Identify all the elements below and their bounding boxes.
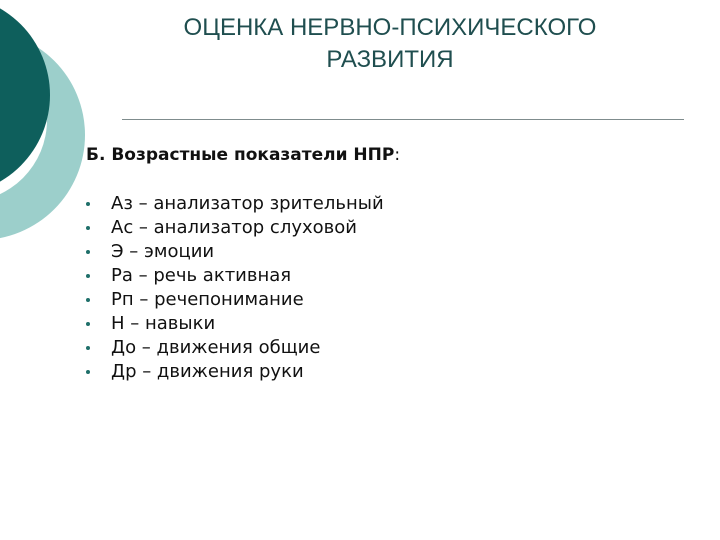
list-item [86,288,384,312]
list-item-text: Аз – анализатор зрительный [111,193,384,214]
slide-title [120,12,660,76]
list-item-text: До – движения общие [111,337,321,358]
list-item-text: Э – эмоции [111,241,215,262]
bullet-icon [86,250,90,254]
list-item [86,216,384,240]
list-item-text: Ас – анализатор слуховой [111,217,357,238]
list-item-text: Н – навыки [111,313,216,334]
list-item [86,336,384,360]
bullet-icon [86,226,90,230]
bullet-icon [86,298,90,302]
indicator-list [86,192,384,384]
list-item-text: Ра – речь активная [111,265,292,286]
bullet-icon [86,370,90,374]
list-item [86,192,384,216]
list-item [86,240,384,264]
list-item-text: Рп – речепонимание [111,289,304,310]
section-subtitle [86,145,400,165]
list-item [86,264,384,288]
subtitle-colon: : [394,145,401,165]
bullet-icon [86,346,90,350]
list-item [86,360,384,384]
subtitle-text: Б. Возрастные показатели НПР [86,145,395,165]
bullet-icon [86,202,90,206]
title-line-2: РАЗВИТИЯ [326,46,454,73]
title-line-1: ОЦЕНКА НЕРВНО-ПСИХИЧЕСКОГО [183,14,597,41]
bullet-icon [86,322,90,326]
list-item [86,312,384,336]
bullet-icon [86,274,90,278]
title-divider [122,119,684,120]
decorative-circles [0,0,90,290]
list-item-text: Др – движения руки [111,361,304,382]
